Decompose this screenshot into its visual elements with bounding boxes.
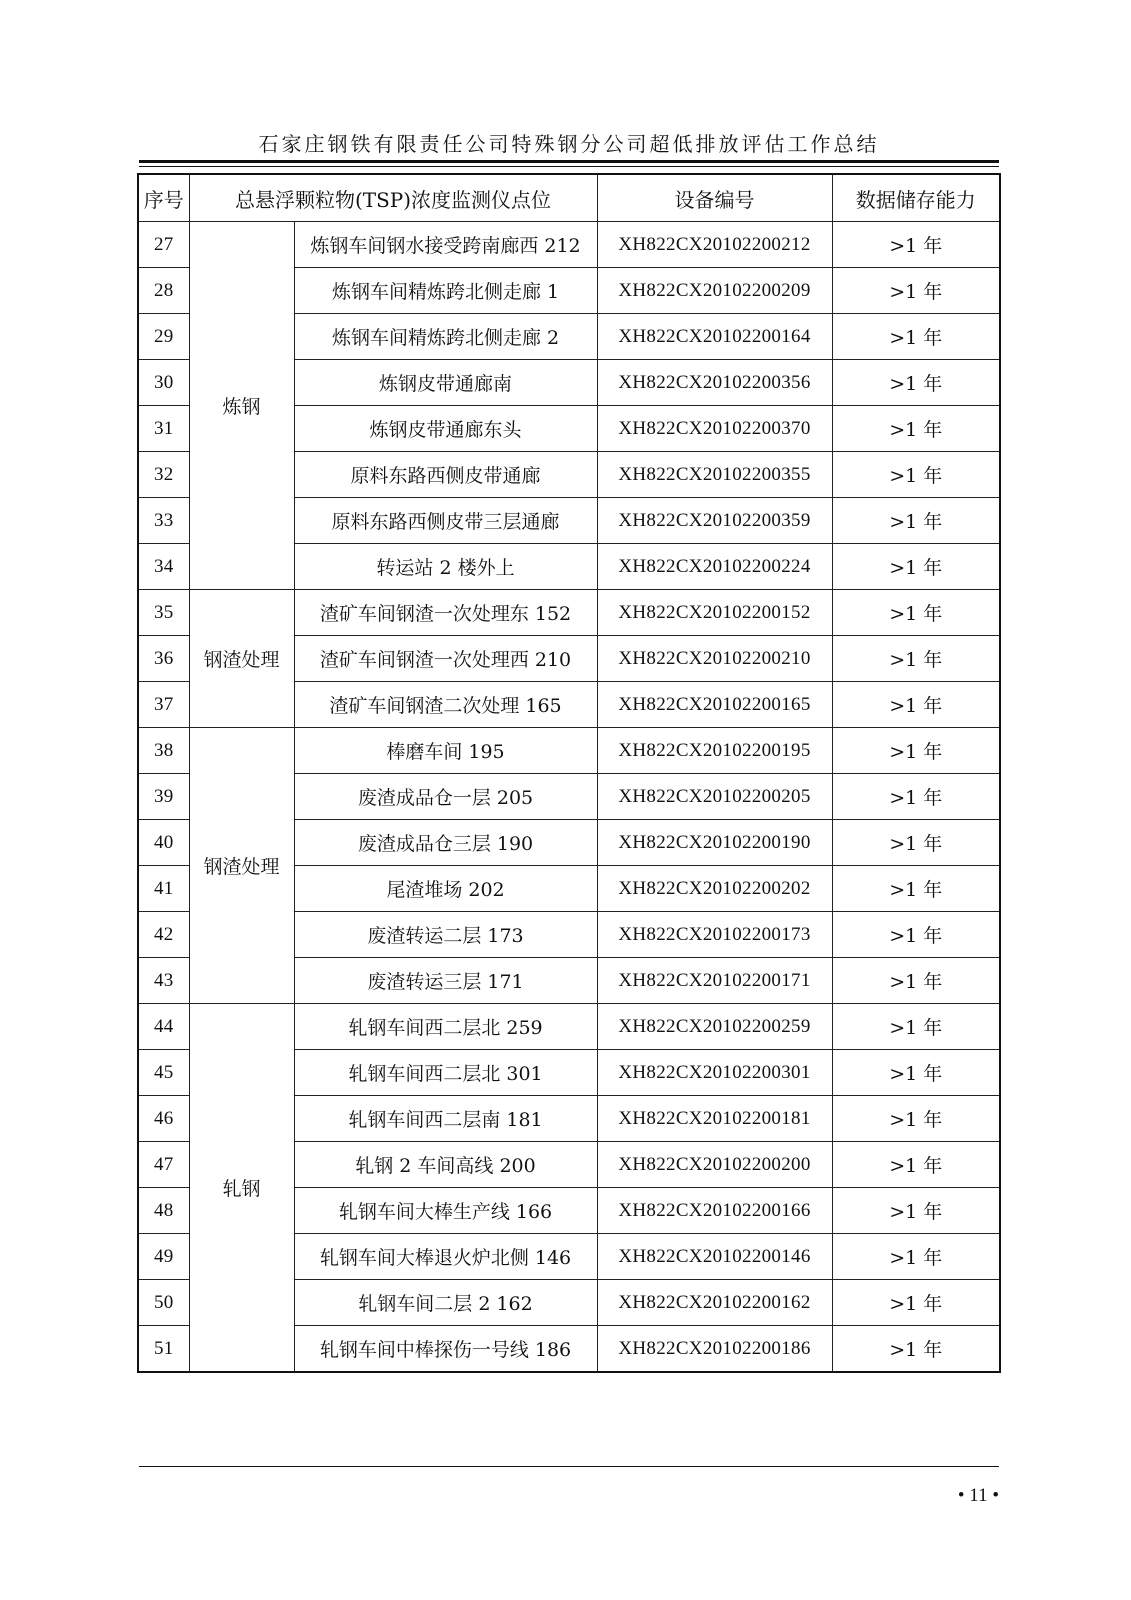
device-id-cell: XH822CX20102200200 xyxy=(597,1142,832,1188)
row-number: 39 xyxy=(138,774,189,820)
storage-cell: >1 年 xyxy=(832,1004,1000,1050)
device-id-cell: XH822CX20102200212 xyxy=(597,222,832,268)
row-number: 38 xyxy=(138,728,189,774)
storage-cell: >1 年 xyxy=(832,498,1000,544)
row-number: 50 xyxy=(138,1280,189,1326)
device-id-cell: XH822CX20102200190 xyxy=(597,820,832,866)
device-id-cell: XH822CX20102200224 xyxy=(597,544,832,590)
storage-cell: >1 年 xyxy=(832,314,1000,360)
location-cell: 渣矿车间钢渣一次处理西 210 xyxy=(294,636,597,682)
column-header-device: 设备编号 xyxy=(597,174,832,222)
row-number: 51 xyxy=(138,1326,189,1373)
location-cell: 渣矿车间钢渣一次处理东 152 xyxy=(294,590,597,636)
header-divider-thin xyxy=(139,166,999,167)
device-id-cell: XH822CX20102200355 xyxy=(597,452,832,498)
location-cell: 废渣成品仓一层 205 xyxy=(294,774,597,820)
location-cell: 炼钢皮带通廊东头 xyxy=(294,406,597,452)
footer-divider xyxy=(139,1466,999,1467)
row-number: 35 xyxy=(138,590,189,636)
table-body xyxy=(138,222,1000,1373)
location-cell: 轧钢车间西二层北 301 xyxy=(294,1050,597,1096)
row-number: 45 xyxy=(138,1050,189,1096)
row-number: 28 xyxy=(138,268,189,314)
table-header-row xyxy=(138,174,1000,222)
group-label: 钢渣处理 xyxy=(189,728,294,1004)
device-id-cell: XH822CX20102200359 xyxy=(597,498,832,544)
storage-cell: >1 年 xyxy=(832,1280,1000,1326)
device-id-cell: XH822CX20102200202 xyxy=(597,866,832,912)
group-label: 钢渣处理 xyxy=(189,590,294,728)
device-id-cell: XH822CX20102200370 xyxy=(597,406,832,452)
storage-cell: >1 年 xyxy=(832,452,1000,498)
row-number: 30 xyxy=(138,360,189,406)
storage-cell: >1 年 xyxy=(832,1050,1000,1096)
row-number: 46 xyxy=(138,1096,189,1142)
device-id-cell: XH822CX20102200165 xyxy=(597,682,832,728)
storage-cell: >1 年 xyxy=(832,1096,1000,1142)
column-header-storage: 数据储存能力 xyxy=(832,174,1000,222)
device-id-cell: XH822CX20102200173 xyxy=(597,912,832,958)
row-number: 43 xyxy=(138,958,189,1004)
row-number: 40 xyxy=(138,820,189,866)
location-cell: 轧钢车间大棒生产线 166 xyxy=(294,1188,597,1234)
location-cell: 炼钢车间钢水接受跨南廊西 212 xyxy=(294,222,597,268)
storage-cell: >1 年 xyxy=(832,682,1000,728)
location-cell: 炼钢车间精炼跨北侧走廊 1 xyxy=(294,268,597,314)
storage-cell: >1 年 xyxy=(832,1234,1000,1280)
column-header-location: 总悬浮颗粒物(TSP)浓度监测仪点位 xyxy=(189,174,597,222)
device-id-cell: XH822CX20102200164 xyxy=(597,314,832,360)
device-id-cell: XH822CX20102200181 xyxy=(597,1096,832,1142)
storage-cell: >1 年 xyxy=(832,268,1000,314)
column-header-no: 序号 xyxy=(138,174,189,222)
storage-cell: >1 年 xyxy=(832,1142,1000,1188)
location-cell: 轧钢车间西二层南 181 xyxy=(294,1096,597,1142)
device-id-cell: XH822CX20102200205 xyxy=(597,774,832,820)
storage-cell: >1 年 xyxy=(832,360,1000,406)
row-number: 32 xyxy=(138,452,189,498)
page-number: • 11 • xyxy=(957,1485,999,1506)
storage-cell: >1 年 xyxy=(832,222,1000,268)
monitor-table xyxy=(137,173,1001,1373)
group-label: 炼钢 xyxy=(189,222,294,590)
storage-cell: >1 年 xyxy=(832,636,1000,682)
device-id-cell: XH822CX20102200209 xyxy=(597,268,832,314)
storage-cell: >1 年 xyxy=(832,820,1000,866)
storage-cell: >1 年 xyxy=(832,728,1000,774)
device-id-cell: XH822CX20102200195 xyxy=(597,728,832,774)
device-id-cell: XH822CX20102200301 xyxy=(597,1050,832,1096)
device-id-cell: XH822CX20102200259 xyxy=(597,1004,832,1050)
location-cell: 轧钢车间西二层北 259 xyxy=(294,1004,597,1050)
row-number: 44 xyxy=(138,1004,189,1050)
row-number: 37 xyxy=(138,682,189,728)
location-cell: 轧钢车间大棒退火炉北侧 146 xyxy=(294,1234,597,1280)
location-cell: 轧钢车间二层 2 162 xyxy=(294,1280,597,1326)
storage-cell: >1 年 xyxy=(832,544,1000,590)
location-cell: 渣矿车间钢渣二次处理 165 xyxy=(294,682,597,728)
row-number: 31 xyxy=(138,406,189,452)
location-cell: 废渣转运三层 171 xyxy=(294,958,597,1004)
device-id-cell: XH822CX20102200186 xyxy=(597,1326,832,1373)
location-cell: 转运站 2 楼外上 xyxy=(294,544,597,590)
device-id-cell: XH822CX20102200210 xyxy=(597,636,832,682)
storage-cell: >1 年 xyxy=(832,774,1000,820)
row-number: 48 xyxy=(138,1188,189,1234)
location-cell: 尾渣堆场 202 xyxy=(294,866,597,912)
table-row xyxy=(138,1004,1000,1050)
storage-cell: >1 年 xyxy=(832,406,1000,452)
storage-cell: >1 年 xyxy=(832,912,1000,958)
group-label: 轧钢 xyxy=(189,1004,294,1373)
device-id-cell: XH822CX20102200171 xyxy=(597,958,832,1004)
location-cell: 炼钢皮带通廊南 xyxy=(294,360,597,406)
location-cell: 原料东路西侧皮带三层通廊 xyxy=(294,498,597,544)
table-row xyxy=(138,728,1000,774)
row-number: 29 xyxy=(138,314,189,360)
device-id-cell: XH822CX20102200152 xyxy=(597,590,832,636)
location-cell: 轧钢 2 车间高线 200 xyxy=(294,1142,597,1188)
location-cell: 炼钢车间精炼跨北侧走廊 2 xyxy=(294,314,597,360)
location-cell: 轧钢车间中棒探伤一号线 186 xyxy=(294,1326,597,1373)
row-number: 36 xyxy=(138,636,189,682)
row-number: 42 xyxy=(138,912,189,958)
storage-cell: >1 年 xyxy=(832,1326,1000,1373)
location-cell: 原料东路西侧皮带通廊 xyxy=(294,452,597,498)
location-cell: 棒磨车间 195 xyxy=(294,728,597,774)
storage-cell: >1 年 xyxy=(832,866,1000,912)
table-row xyxy=(138,590,1000,636)
header-divider xyxy=(139,160,999,163)
row-number: 34 xyxy=(138,544,189,590)
row-number: 33 xyxy=(138,498,189,544)
document-header-title: 石家庄钢铁有限责任公司特殊钢分公司超低排放评估工作总结 xyxy=(258,132,880,156)
location-cell: 废渣成品仓三层 190 xyxy=(294,820,597,866)
device-id-cell: XH822CX20102200146 xyxy=(597,1234,832,1280)
table-row xyxy=(138,222,1000,268)
device-id-cell: XH822CX20102200166 xyxy=(597,1188,832,1234)
row-number: 41 xyxy=(138,866,189,912)
storage-cell: >1 年 xyxy=(832,1188,1000,1234)
row-number: 47 xyxy=(138,1142,189,1188)
row-number: 49 xyxy=(138,1234,189,1280)
row-number: 27 xyxy=(138,222,189,268)
device-id-cell: XH822CX20102200162 xyxy=(597,1280,832,1326)
storage-cell: >1 年 xyxy=(832,590,1000,636)
device-id-cell: XH822CX20102200356 xyxy=(597,360,832,406)
location-cell: 废渣转运二层 173 xyxy=(294,912,597,958)
storage-cell: >1 年 xyxy=(832,958,1000,1004)
